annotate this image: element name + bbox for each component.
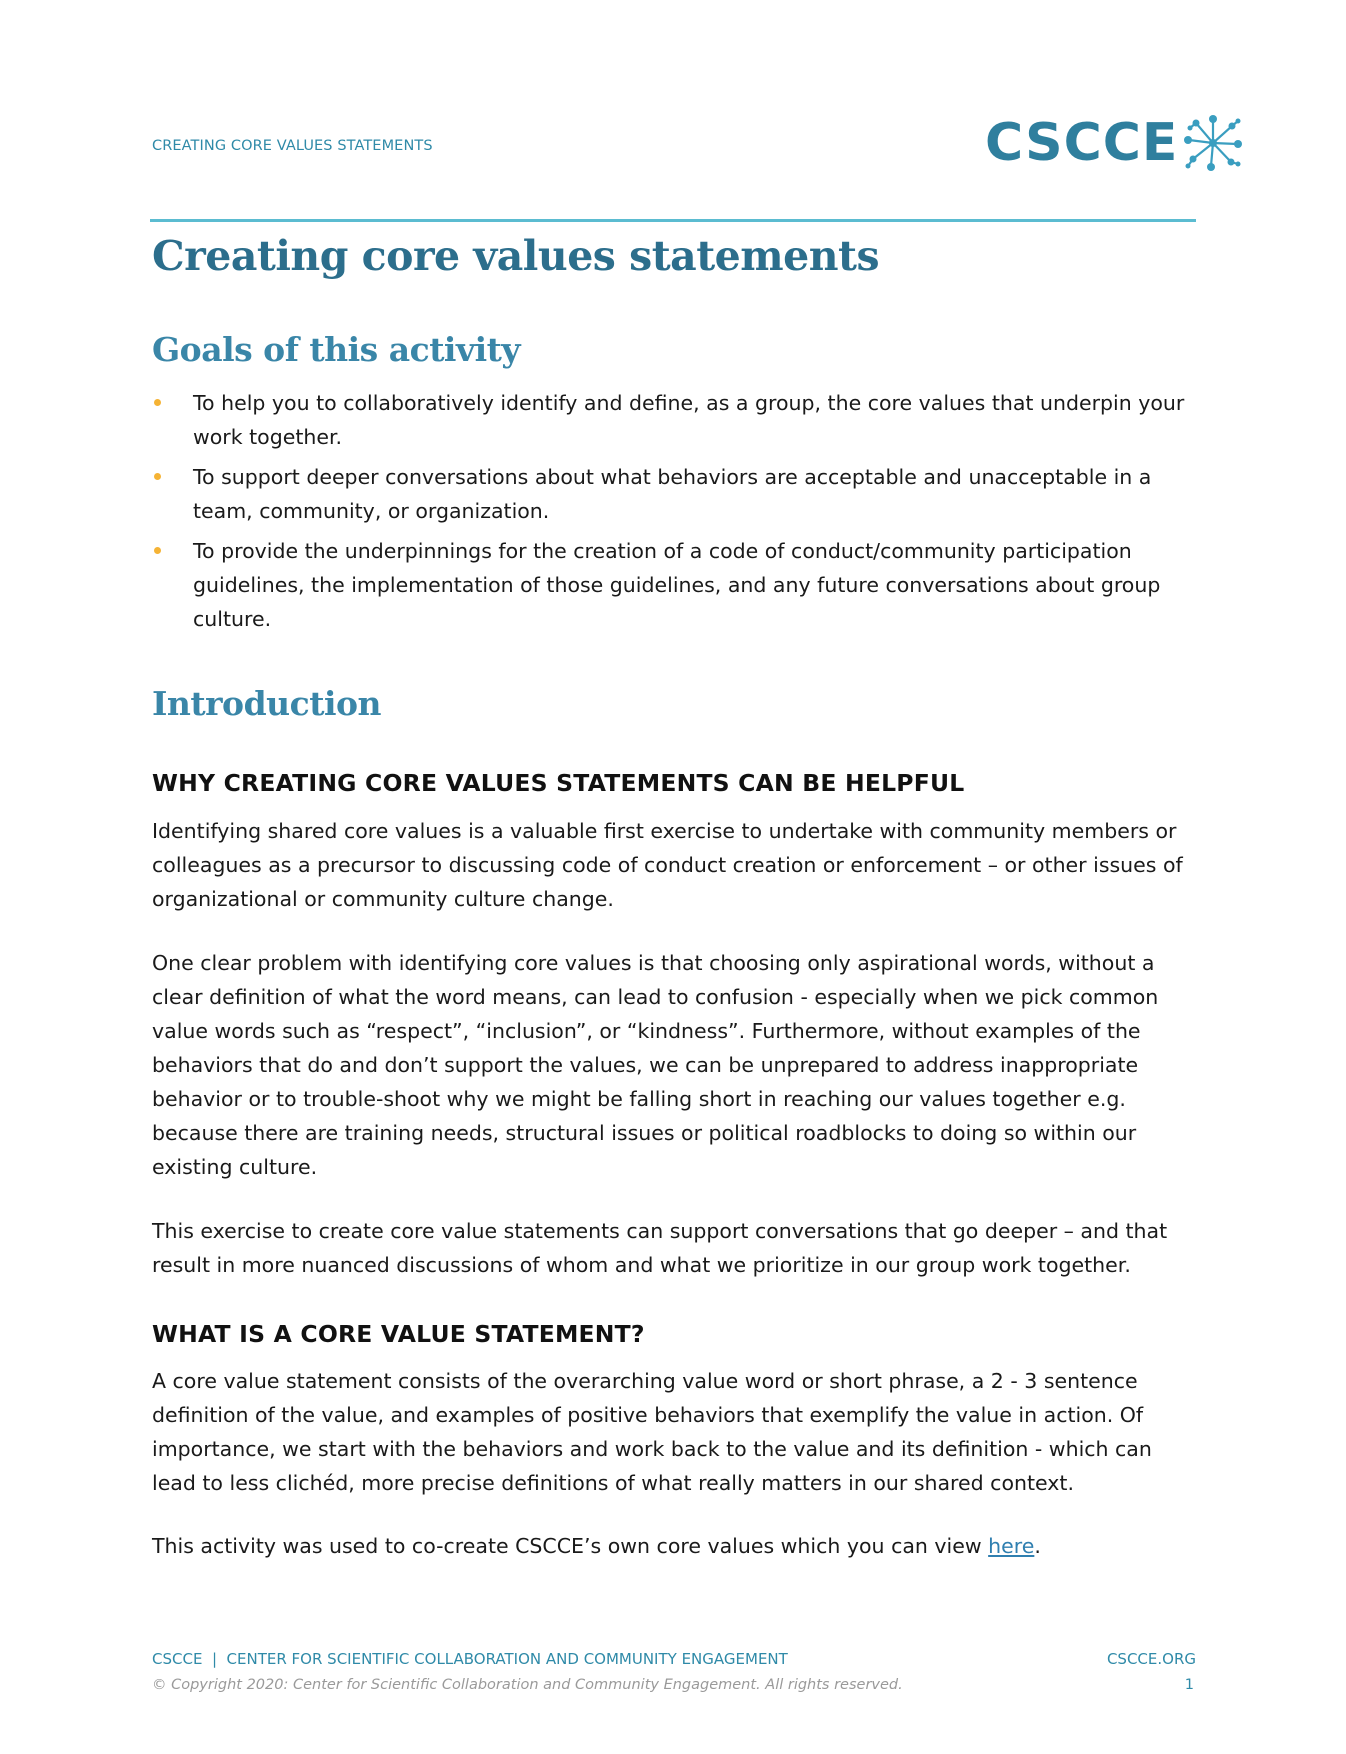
page-number: 1	[1184, 1677, 1194, 1693]
footer-site-link[interactable]: CSCCE.ORG	[1106, 1650, 1196, 1668]
bullet-icon	[154, 399, 161, 406]
list-item: To help you to collaboratively identify and define, as a group, the core values that underpin your work together.	[152, 386, 1212, 454]
bullet-icon	[154, 473, 161, 480]
logo-text: CSCCE	[985, 113, 1179, 173]
introduction-heading: Introduction	[152, 684, 382, 723]
page-title: Creating core values statements	[152, 232, 880, 280]
network-burst-icon	[1182, 112, 1244, 174]
footer-copyright: © Copyright 2020: Center for Scientific Collaboration and Community Engagement. All rights reserved.	[152, 1677, 903, 1693]
paragraph-definition: A core value statement consists of the overarching value word or short phrase, a 2 - 3 sentence definition of the value, and examples of positive behaviors that exemplify the value in action. Of importance, we start with the behaviors and work back to the value and its definition - which can lead to less clichéd, more precise definitions of what really matters in our shared context.	[152, 1369, 1152, 1495]
what-heading: WHAT IS A CORE VALUE STATEMENT?	[152, 1320, 645, 1348]
header-divider	[150, 219, 1196, 222]
goals-list	[152, 386, 1212, 642]
paragraph-problem: One clear problem with identifying core values is that choosing only aspirational words, without a clear definition of what the word means, can lead to confusion - especially when we pick common value words such as “respect”, “inclusion”, or “kindness”. Furthermore, without examples of the behaviors that do and don’t support the values, we can be unprepared to address inappropriate behavior or to trouble-shoot why we might be falling short in reaching our values together e.g. because there are training needs, structural issues or political roadblocks to doing so within our existing culture.	[152, 951, 1159, 1179]
cscce-logo	[985, 112, 1244, 174]
list-item: To provide the underpinnings for the creation of a code of conduct/community participation guidelines, the implementation of those guidelines, and any future conversations about group culture.	[152, 534, 1212, 636]
running-header: CREATING CORE VALUES STATEMENTS	[152, 138, 433, 154]
paragraph-exercise: This exercise to create core value statements can support conversations that go deeper – and that result in more nuanced discussions of whom and what we prioritize in our group work together.	[152, 1219, 1168, 1277]
bullet-icon	[154, 547, 161, 554]
goals-heading: Goals of this activity	[152, 330, 521, 369]
paragraph-activity: This activity was used to co-create CSCCE’s own core values which you can view here.	[152, 1534, 1041, 1558]
here-link[interactable]: here	[988, 1534, 1035, 1558]
footer-org-line: CSCCE | CENTER FOR SCIENTIFIC COLLABORATION AND COMMUNITY ENGAGEMENT	[152, 1650, 788, 1668]
why-heading: WHY CREATING CORE VALUES STATEMENTS CAN BE HELPFUL	[152, 769, 965, 797]
paragraph-why: Identifying shared core values is a valuable first exercise to undertake with community members or colleagues as a precursor to discussing code of conduct creation or enforcement – or other issues of organizational or community culture change.	[152, 819, 1183, 911]
list-item: To support deeper conversations about what behaviors are acceptable and unacceptable in a team, community, or organization.	[152, 460, 1212, 528]
